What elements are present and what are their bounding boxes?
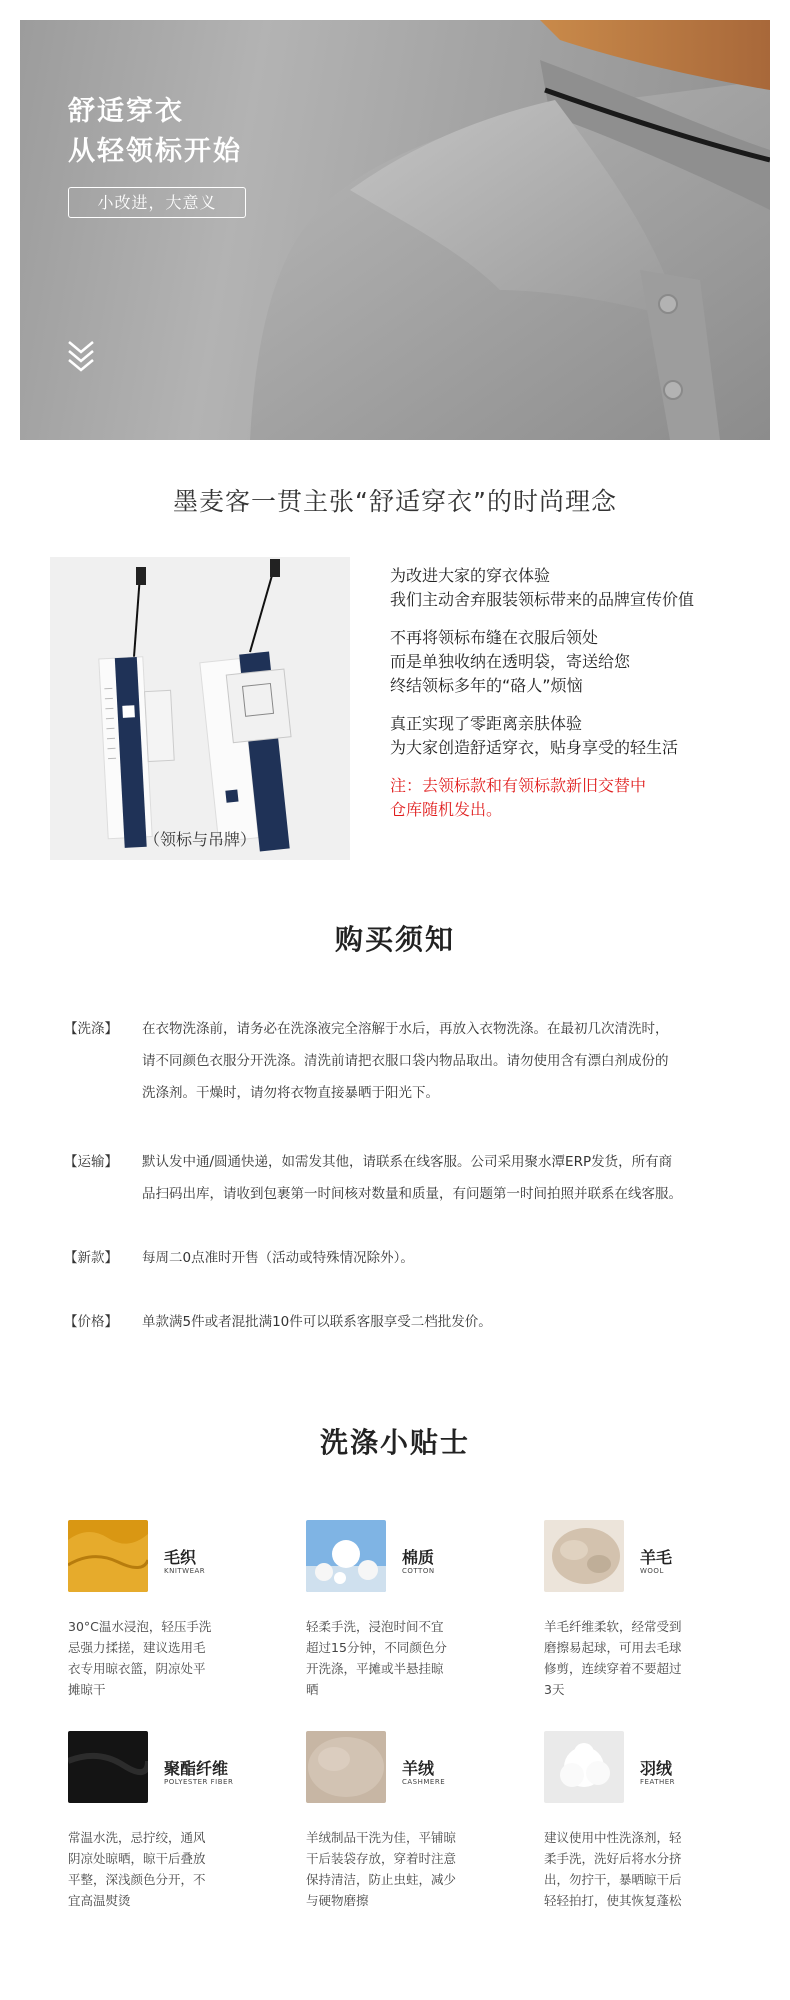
hero-badge: 小改进，大意义 bbox=[68, 187, 246, 218]
tip-english-name: FEATHER bbox=[640, 1778, 676, 1786]
tip-name: 棉质 bbox=[402, 1548, 435, 1567]
notice-label: 【运输】 bbox=[64, 1154, 118, 1170]
tip-line: 与硬物磨擦 bbox=[306, 1893, 369, 1908]
notice-body bbox=[142, 1146, 790, 1210]
text-line: 真正实现了零距离亲肤体验 bbox=[390, 714, 583, 733]
tip-line: 羊毛纤维柔软，经常受到 bbox=[544, 1619, 682, 1634]
tip-line: 磨擦易起球，可用去毛球 bbox=[544, 1640, 682, 1655]
notice-body bbox=[142, 1306, 790, 1338]
notice-line: 默认发中通/圆通快递，如需发其他，请联系在线客服。公司采用聚水潭ERP发货，所有商 bbox=[142, 1154, 673, 1170]
tip-name: 羽绒 bbox=[640, 1759, 673, 1778]
tip-english-name: KNITWEAR bbox=[164, 1567, 206, 1575]
tip-english-name: CASHMERE bbox=[402, 1778, 446, 1786]
philosophy-text bbox=[390, 564, 780, 836]
text-line: 注：去领标款和有领标款新旧交替中 bbox=[390, 776, 647, 795]
label-and-tag-photo bbox=[50, 557, 350, 860]
notice-body bbox=[142, 1013, 790, 1109]
tip-line: 轻轻拍打，使其恢复蓬松 bbox=[544, 1893, 682, 1908]
chevron-double-down-icon bbox=[66, 338, 96, 372]
tip-line: 出，勿拧干，暴晒晾干后 bbox=[544, 1872, 682, 1887]
tip-line: 柔手洗，洗好后将水分挤 bbox=[544, 1851, 682, 1866]
text-line: 为改进大家的穿衣体验 bbox=[390, 566, 551, 585]
hero-title bbox=[68, 92, 242, 172]
tip-description bbox=[544, 1827, 719, 1911]
text-line: 仓库随机发出。 bbox=[390, 800, 503, 819]
washing-tips-title: 洗涤小贴士 bbox=[319, 1426, 470, 1459]
tip-line: 摊晾干 bbox=[68, 1682, 106, 1697]
tip-english-name: POLYESTER FIBER bbox=[164, 1778, 234, 1786]
notice-body bbox=[142, 1242, 790, 1274]
tip-line: 开洗涤，平摊或半悬挂晾 bbox=[306, 1661, 444, 1676]
tip-line: 修剪，连续穿着不要超过 bbox=[544, 1661, 682, 1676]
cashmere-swatch bbox=[306, 1731, 386, 1803]
tip-description bbox=[68, 1616, 243, 1700]
tip-description bbox=[68, 1827, 243, 1911]
hero-banner bbox=[20, 20, 770, 440]
cotton-swatch bbox=[306, 1520, 386, 1592]
purchase-notice-title: 购买须知 bbox=[334, 923, 455, 956]
notice-label: 【洗涤】 bbox=[64, 1021, 118, 1037]
knitwear-swatch bbox=[68, 1520, 148, 1592]
tip-line: 宜高温熨烫 bbox=[68, 1893, 131, 1908]
text-line: 终结领标多年的“硌人”烦恼 bbox=[390, 676, 583, 695]
tip-line: 干后装袋存放，穿着时注意 bbox=[306, 1851, 457, 1866]
tip-name: 毛织 bbox=[164, 1548, 197, 1567]
tip-line: 保持清洁，防止虫蛀，减少 bbox=[306, 1872, 457, 1887]
tip-line: 阴凉处晾晒，晾干后叠放 bbox=[68, 1851, 206, 1866]
notice-line: 品扫码出库，请收到包裹第一时间核对数量和质量，有问题第一时间拍照并联系在线客服。 bbox=[142, 1186, 682, 1202]
notice-line: 单款满5件或者混批满10件可以联系客服享受二档批发价。 bbox=[142, 1314, 492, 1330]
tip-line: 平整，深浅颜色分开，不 bbox=[68, 1872, 206, 1887]
photo-caption: （领标与吊牌） bbox=[143, 830, 256, 849]
polyester-swatch bbox=[68, 1731, 148, 1803]
tip-line: 建议使用中性洗涤剂，轻 bbox=[544, 1830, 682, 1845]
notice-line: 每周二0点准时开售（活动或特殊情况除外）。 bbox=[142, 1250, 414, 1266]
tip-name: 聚酯纤维 bbox=[164, 1759, 229, 1778]
philosophy-paragraph bbox=[390, 712, 780, 760]
tip-name: 羊毛 bbox=[640, 1548, 673, 1567]
text-line: 不再将领标布缝在衣服后领处 bbox=[390, 628, 599, 647]
tip-description bbox=[306, 1616, 481, 1700]
text-line: 为大家创造舒适穿衣，贴身享受的轻生活 bbox=[390, 738, 679, 757]
philosophy-title: 墨麦客一贯主张“舒适穿衣”的时尚理念 bbox=[173, 487, 617, 516]
notice-label: 【价格】 bbox=[64, 1314, 118, 1330]
tip-line: 衣专用晾衣篮，阴凉处平 bbox=[68, 1661, 206, 1676]
notice-line: 洗涤剂。干燥时，请勿将衣物直接暴晒于阳光下。 bbox=[142, 1085, 439, 1101]
philosophy-paragraph bbox=[390, 564, 780, 612]
notice-line: 在衣物洗涤前，请务必在洗涤液完全溶解于水后，再放入衣物洗涤。在最初几次清洗时， bbox=[142, 1021, 669, 1037]
philosophy-paragraph bbox=[390, 626, 780, 698]
tip-description bbox=[306, 1827, 481, 1911]
wool-swatch bbox=[544, 1520, 624, 1592]
tip-line: 常温水洗，忌拧绞，通风 bbox=[68, 1830, 206, 1845]
tip-line: 3天 bbox=[544, 1682, 565, 1697]
hero-title-line2: 从轻领标开始 bbox=[68, 136, 242, 167]
tip-line: 羊绒制品干洗为佳，平铺晾 bbox=[306, 1830, 457, 1845]
tip-line: 忌强力揉搓，建议选用毛 bbox=[68, 1640, 206, 1655]
tip-line: 轻柔手洗，浸泡时间不宜 bbox=[306, 1619, 444, 1634]
tip-name: 羊绒 bbox=[402, 1759, 435, 1778]
tip-english-name: COTTON bbox=[402, 1567, 435, 1575]
tip-description bbox=[544, 1616, 719, 1700]
text-line: 我们主动舍弃服装领标带来的品牌宣传价值 bbox=[390, 590, 695, 609]
notice-label: 【新款】 bbox=[64, 1250, 118, 1266]
feather-swatch bbox=[544, 1731, 624, 1803]
tip-line: 超过15分钟，不同颜色分 bbox=[306, 1640, 447, 1655]
tip-line: 30°C温水浸泡，轻压手洗 bbox=[68, 1619, 212, 1634]
tip-line: 晒 bbox=[306, 1682, 319, 1697]
red-notice bbox=[390, 774, 780, 822]
hero-title-line1: 舒适穿衣 bbox=[68, 96, 184, 127]
hang-tag-image bbox=[50, 557, 350, 860]
tip-english-name: WOOL bbox=[640, 1567, 664, 1575]
polo-shirt-image bbox=[20, 20, 770, 440]
notice-line: 请不同颜色衣服分开洗涤。清洗前请把衣服口袋内物品取出。请勿使用含有漂白剂成份的 bbox=[142, 1053, 669, 1069]
text-line: 而是单独收纳在透明袋，寄送给您 bbox=[390, 652, 631, 671]
